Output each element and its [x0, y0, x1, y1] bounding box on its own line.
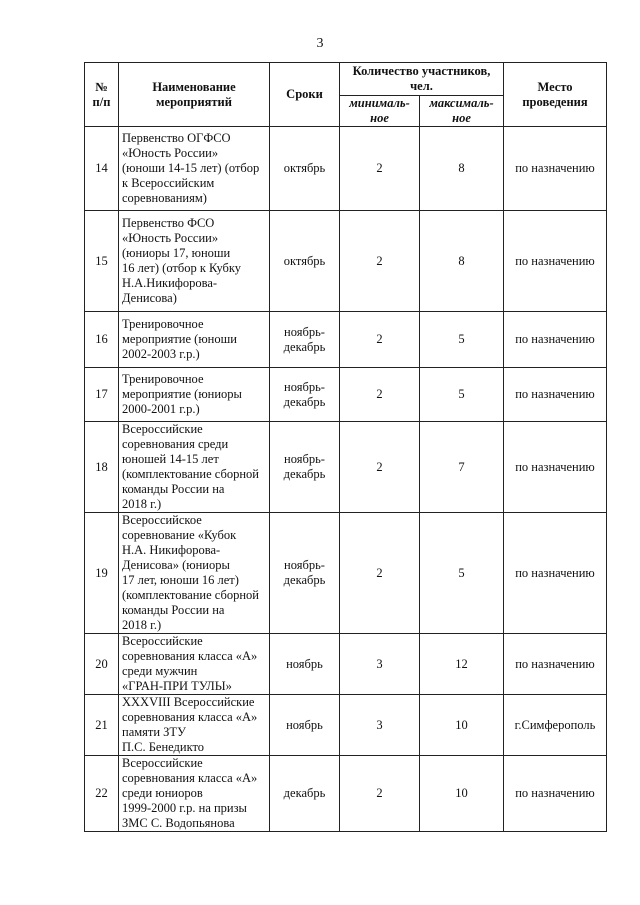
cell-line: декабрь [283, 573, 326, 587]
cell-event-name [119, 756, 270, 832]
cell-line: соревнования класса «А» [122, 710, 258, 724]
cell-line: Денисова) [122, 291, 177, 305]
cell-place: по назначению [504, 756, 607, 832]
cell-event-name [119, 695, 270, 756]
cell-line: Всероссийское [122, 513, 202, 527]
cell-max: 8 [420, 127, 504, 211]
cell-line: 16 лет) (отбор к Кубку [122, 261, 242, 275]
cell-dates [270, 634, 340, 695]
cell-min: 3 [340, 634, 420, 695]
cell-line: ноябрь- [284, 324, 325, 339]
cell-line: 1999-2000 г.р. на призы [122, 801, 247, 815]
cell-line: мероприятие (юниоры [122, 387, 242, 401]
cell-max: 5 [420, 513, 504, 634]
cell-line: юношей 14-15 лет [122, 452, 219, 466]
cell-number: 21 [85, 695, 119, 756]
cell-line: команды России на [122, 482, 225, 496]
cell-place: по назначению [504, 211, 607, 312]
events-table-body [85, 127, 607, 832]
cell-line: 17 лет, юноши 16 лет) [122, 573, 239, 587]
cell-line: к Всероссийским [122, 176, 215, 190]
cell-line: соревнование «Кубок [122, 528, 237, 542]
header-participants: Количество участников, чел. [340, 63, 504, 96]
cell-line: среди мужчин [122, 664, 198, 678]
table-row [85, 211, 607, 312]
cell-line: ЗМС С. Водопьянова [122, 816, 235, 830]
table-row [85, 127, 607, 211]
cell-number: 22 [85, 756, 119, 832]
table-row [85, 422, 607, 513]
cell-line: Н.А. Никифорова- [122, 543, 221, 557]
header-number: № п/п [85, 63, 119, 127]
cell-line: декабрь [283, 467, 326, 481]
cell-line: команды России на [122, 603, 225, 617]
cell-line: Всероссийские [122, 422, 203, 436]
cell-max: 10 [420, 695, 504, 756]
header-event-name: Наименование мероприятий [119, 63, 270, 127]
table-row [85, 513, 607, 634]
cell-line: октябрь [283, 161, 326, 175]
cell-dates [270, 695, 340, 756]
cell-line: соревнованиям) [122, 191, 207, 205]
cell-line: (комплектование сборной [122, 588, 259, 602]
cell-event-name [119, 422, 270, 513]
cell-dates [270, 422, 340, 513]
cell-dates [270, 513, 340, 634]
cell-line: «ГРАН-ПРИ ТУЛЫ» [122, 679, 232, 693]
cell-line: «Юность России» [122, 231, 219, 245]
cell-line: XXXVIII Всероссийские [122, 695, 255, 709]
cell-min: 2 [340, 312, 420, 368]
table-row [85, 756, 607, 832]
cell-line: ноябрь- [284, 558, 325, 572]
cell-place: по назначению [504, 127, 607, 211]
cell-line: декабрь [283, 394, 326, 409]
page-number: 3 [316, 36, 324, 51]
cell-number: 19 [85, 513, 119, 634]
cell-place: по назначению [504, 513, 607, 634]
cell-place: по назначению [504, 422, 607, 513]
cell-place: по назначению [504, 368, 607, 422]
cell-line: 2002-2003 г.р.) [122, 347, 200, 361]
cell-line: соревнования класса «А» [122, 771, 258, 785]
cell-line: ноябрь- [284, 452, 325, 466]
cell-event-name [119, 211, 270, 312]
cell-number: 18 [85, 422, 119, 513]
cell-line: декабрь [283, 786, 326, 800]
cell-line: Тренировочное [122, 372, 204, 386]
cell-line: Первенство ОГФСО [122, 131, 231, 145]
cell-line: ноябрь- [284, 379, 325, 394]
header-place: Место проведения [504, 63, 607, 127]
cell-min: 2 [340, 422, 420, 513]
cell-line: 2018 г.) [122, 497, 162, 511]
cell-line: ноябрь [286, 656, 323, 671]
cell-min: 2 [340, 127, 420, 211]
cell-max: 5 [420, 312, 504, 368]
events-table [84, 62, 607, 832]
cell-line: соревнования среди [122, 437, 229, 451]
cell-event-name [119, 127, 270, 211]
cell-min: 2 [340, 513, 420, 634]
cell-number: 15 [85, 211, 119, 312]
cell-line: Всероссийские [122, 634, 203, 648]
header-min: минималь- ное [340, 96, 420, 127]
cell-dates [270, 368, 340, 422]
cell-line: соревнования класса «А» [122, 649, 258, 663]
cell-place: г.Симферополь [504, 695, 607, 756]
cell-dates [270, 127, 340, 211]
cell-place: по назначению [504, 312, 607, 368]
cell-max: 10 [420, 756, 504, 832]
cell-number: 20 [85, 634, 119, 695]
cell-line: 2000-2001 г.р.) [122, 402, 200, 416]
cell-line: (юноши 14-15 лет) (отбор [122, 161, 260, 175]
cell-min: 2 [340, 211, 420, 312]
cell-event-name [119, 312, 270, 368]
cell-line: среди юниоров [122, 786, 203, 800]
cell-number: 14 [85, 127, 119, 211]
cell-line: Денисова» (юниоры [122, 558, 230, 572]
cell-event-name [119, 513, 270, 634]
cell-line: октябрь [283, 253, 326, 268]
cell-line: 2018 г.) [122, 618, 162, 632]
table-row [85, 634, 607, 695]
cell-line: (комплектование сборной [122, 467, 259, 481]
cell-dates [270, 756, 340, 832]
cell-line: Тренировочное [122, 317, 204, 331]
header-max: максималь- ное [420, 96, 504, 127]
table-row [85, 312, 607, 368]
cell-max: 12 [420, 634, 504, 695]
cell-line: Н.А.Никифорова- [122, 276, 218, 290]
table-row [85, 368, 607, 422]
cell-min: 2 [340, 368, 420, 422]
cell-line: памяти ЗТУ [122, 725, 186, 739]
cell-max: 8 [420, 211, 504, 312]
cell-line: ноябрь [286, 717, 323, 732]
cell-max: 7 [420, 422, 504, 513]
cell-min: 3 [340, 695, 420, 756]
table-row [85, 695, 607, 756]
cell-max: 5 [420, 368, 504, 422]
cell-dates [270, 211, 340, 312]
cell-event-name [119, 368, 270, 422]
cell-line: Всероссийские [122, 756, 203, 770]
cell-number: 16 [85, 312, 119, 368]
cell-line: П.С. Бенедикто [122, 740, 205, 754]
cell-line: мероприятие (юноши [122, 332, 237, 346]
cell-line: (юниоры 17, юноши [122, 246, 231, 260]
cell-line: «Юность России» [122, 146, 219, 160]
cell-place: по назначению [504, 634, 607, 695]
cell-line: декабрь [283, 339, 326, 354]
cell-event-name [119, 634, 270, 695]
cell-number: 17 [85, 368, 119, 422]
cell-line: Первенство ФСО [122, 216, 215, 230]
header-dates: Сроки [270, 63, 340, 127]
cell-min: 2 [340, 756, 420, 832]
cell-dates [270, 312, 340, 368]
